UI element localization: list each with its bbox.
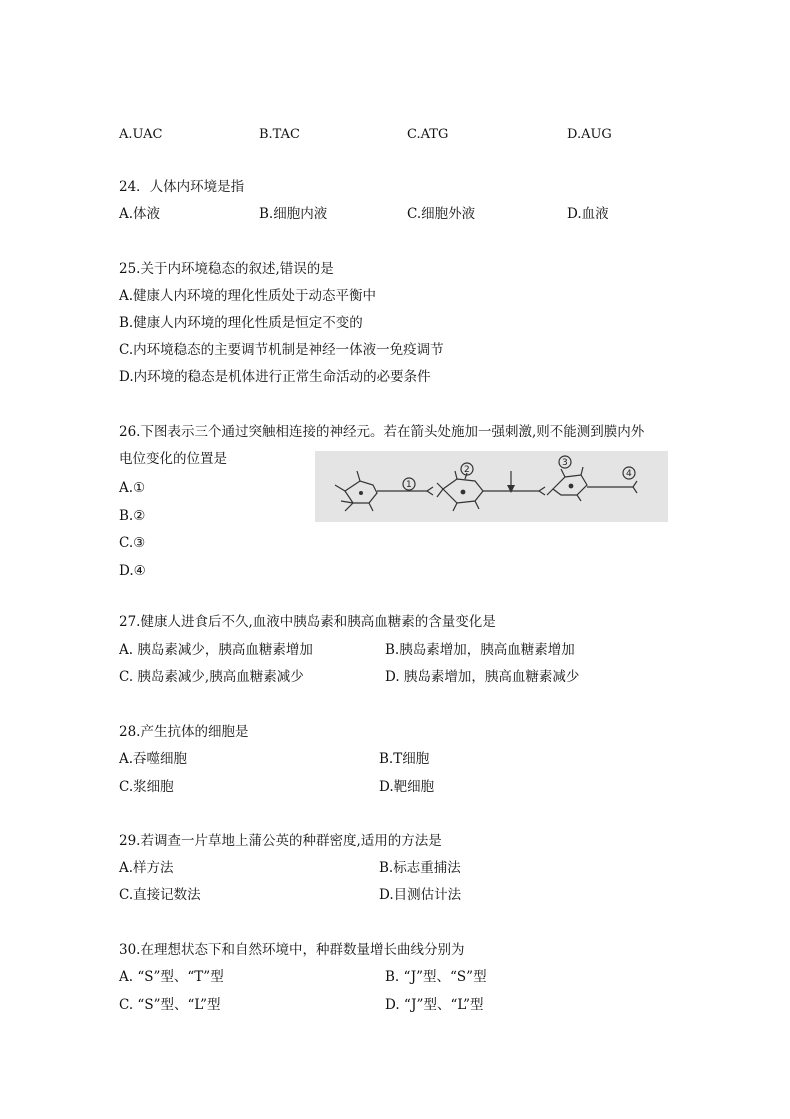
- q29-option-a: A.样方法: [119, 860, 174, 876]
- q23-option-a: A.UAC: [119, 127, 163, 142]
- q24-option-b: B.细胞内液: [259, 206, 328, 222]
- q30-option-d: D. “J”型、“L”型: [385, 997, 484, 1013]
- neuron-3-dendrites: [547, 467, 583, 501]
- label-1-text: 1: [406, 480, 412, 490]
- neuron-3-nucleus: [569, 484, 574, 489]
- q26-stem-line1: 26.下图表示三个通过突触相连接的神经元。若在箭头处施加一强刺激,则不能测到膜内外: [119, 424, 645, 440]
- stimulus-arrow-head: [507, 485, 515, 493]
- q25-option-a: A.健康人内环境的理化性质处于动态平衡中: [119, 288, 377, 304]
- q25-option-d: D.内环境的稳态是机体进行正常生命活动的必要条件: [119, 369, 431, 385]
- q30-option-b: B. “J”型、“S”型: [385, 969, 487, 985]
- label-2-text: 2: [464, 465, 470, 475]
- neuron-3-terminal: [633, 481, 637, 493]
- q29-option-c: C.直接记数法: [119, 887, 201, 903]
- q26-option-d: D.④: [119, 563, 146, 579]
- q28-option-d: D.靶细胞: [379, 779, 435, 795]
- label-3-text: 3: [562, 458, 568, 468]
- q23-option-d: D.AUG: [567, 127, 612, 142]
- neuron-2-nucleus: [461, 490, 466, 495]
- synapse-1-terminal: [427, 487, 433, 495]
- q29-stem: 29.若调查一片草地上蒲公英的种群密度,适用的方法是: [119, 833, 442, 849]
- q30-option-a: A. “S”型、“T”型: [119, 969, 224, 985]
- neuron-diagram-svg: [315, 451, 668, 522]
- q27-option-b: B.胰岛素增加，胰高血糖素增加: [385, 642, 575, 658]
- neuron-1-dendrites: [335, 471, 373, 511]
- q25-option-b: B.健康人内环境的理化性质是恒定不变的: [119, 315, 363, 331]
- q24-option-c: C.细胞外液: [407, 206, 476, 222]
- q28-option-a: A.吞噬细胞: [119, 751, 188, 767]
- q29-option-d: D.目测估计法: [379, 887, 462, 903]
- neuron-1-nucleus: [359, 491, 363, 495]
- q26-stem-line2: 电位变化的位置是: [119, 451, 227, 467]
- q23-option-c: C.ATG: [407, 127, 449, 142]
- q27-stem: 27.健康人进食后不久,血液中胰岛素和胰高血糖素的含量变化是: [119, 614, 496, 630]
- neuron-synapse-diagram: [315, 451, 668, 522]
- q27-option-c: C. 胰岛素减少,胰高血糖素减少: [119, 669, 304, 685]
- q24-option-a: A.体液: [119, 206, 161, 222]
- label-4-text: 4: [626, 469, 632, 479]
- q26-option-b: B.②: [119, 508, 146, 524]
- q24-stem: 24．人体内环境是指: [119, 179, 245, 195]
- q24-option-d: D.血液: [567, 206, 609, 222]
- neuron-2-dendrites: [437, 471, 479, 511]
- q29-option-b: B.标志重捕法: [379, 860, 461, 876]
- q27-option-d: D. 胰岛素增加，胰高血糖素减少: [385, 669, 580, 685]
- q27-option-a: A. 胰岛素减少，胰高血糖素增加: [119, 642, 313, 658]
- q23-option-b: B.TAC: [259, 127, 300, 142]
- q30-stem: 30.在理想状态下和自然环境中，种群数量增长曲线分别为: [119, 942, 465, 958]
- q28-stem: 28.产生抗体的细胞是: [119, 724, 249, 740]
- q26-option-c: C.③: [119, 535, 146, 551]
- q26-option-a: A.①: [119, 480, 146, 496]
- q25-stem: 25.关于内环境稳态的叙述,错误的是: [119, 261, 334, 277]
- q28-option-c: C.浆细胞: [119, 779, 174, 795]
- synapse-2-terminal: [539, 487, 545, 495]
- q30-option-c: C. “S”型、“L”型: [119, 997, 221, 1013]
- q28-option-b: B.T细胞: [379, 751, 430, 767]
- q25-option-c: C.内环境稳态的主要调节机制是神经一体液一免疫调节: [119, 342, 444, 358]
